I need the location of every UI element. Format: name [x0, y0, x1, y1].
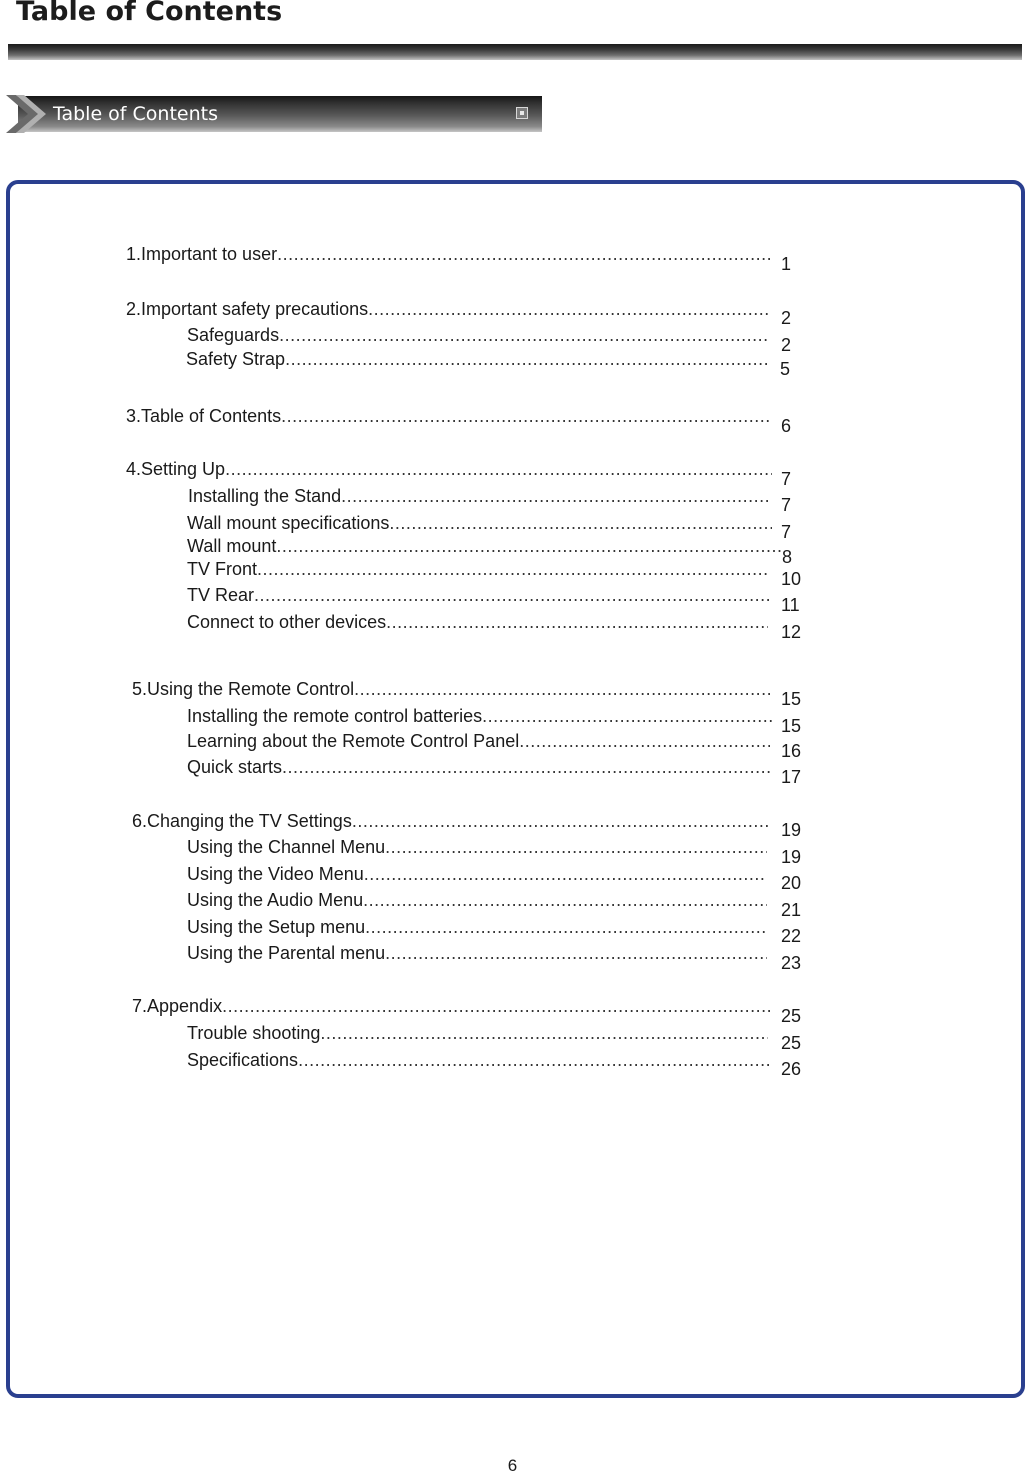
toc-entry[interactable]: [187, 757, 770, 783]
toc-entry-page: 25: [781, 1033, 802, 1053]
dot-leader: [276, 536, 781, 557]
toc-entry-title: Using the Channel Menu: [187, 837, 386, 857]
toc-entry-page: 21: [781, 900, 802, 920]
dot-leader: [365, 917, 767, 938]
dot-leader: [385, 943, 767, 964]
toc-entry-title: 4.Setting Up: [126, 459, 226, 479]
toc-entry[interactable]: [132, 679, 770, 705]
dot-leader: [298, 1050, 770, 1071]
toc-entry-title: 1.Important to user: [126, 244, 278, 264]
dot-leader: [363, 890, 767, 911]
toc-entry-title: 5.Using the Remote Control: [132, 679, 355, 699]
toc-entry-title: Trouble shooting: [187, 1023, 321, 1043]
dot-leader: [386, 612, 768, 633]
toc-entry-title: Installing the remote control batteries: [187, 706, 483, 726]
dot-leader: [389, 513, 772, 534]
toc-entry-title: TV Front: [187, 559, 258, 579]
toc-entry-page: 7: [781, 469, 792, 489]
toc-entry-page: 8: [782, 547, 793, 567]
chevron-right-icon: [6, 95, 46, 133]
dot-leader: [277, 244, 770, 265]
toc-entry[interactable]: [187, 943, 767, 969]
toc-entry[interactable]: [187, 864, 767, 890]
toc-entry-title: Connect to other devices: [187, 612, 387, 632]
page-title: Table of Contents: [16, 0, 283, 27]
dot-leader: [257, 559, 770, 580]
toc-entry-page: 10: [781, 569, 802, 589]
dot-leader: [352, 811, 770, 832]
toc-entry-title: Wall mount specifications: [187, 513, 390, 533]
toc-entry[interactable]: [187, 559, 770, 585]
section-banner-label: Table of Contents: [53, 103, 218, 125]
dot-leader: [341, 486, 770, 507]
dot-leader: [368, 299, 770, 320]
square-icon: [516, 107, 528, 119]
toc-entry-page: 16: [781, 741, 802, 761]
toc-entry-page: 12: [781, 622, 802, 642]
dot-leader: [364, 864, 767, 885]
toc-entry-title: 3.Table of Contents: [126, 406, 282, 426]
dot-leader: [354, 679, 770, 700]
toc-entry-page: 7: [781, 495, 792, 515]
dot-leader: [225, 459, 772, 480]
toc-entry-page: 11: [781, 595, 800, 615]
toc-entry-page: 23: [781, 953, 802, 973]
dot-leader: [482, 706, 773, 727]
dot-leader: [279, 325, 770, 346]
toc-entry-title: Specifications: [187, 1050, 299, 1070]
toc-entry[interactable]: [187, 1050, 770, 1076]
toc-entry[interactable]: [187, 917, 767, 943]
toc-entry[interactable]: [187, 890, 767, 916]
toc-entry[interactable]: [187, 706, 773, 732]
dot-leader: [519, 731, 770, 752]
toc-entry[interactable]: [187, 731, 770, 757]
toc-entry[interactable]: [188, 486, 770, 512]
toc-entry-page: 7: [781, 522, 792, 542]
toc-entry-title: Learning about the Remote Control Panel: [187, 731, 520, 751]
toc-entry[interactable]: [126, 406, 770, 432]
toc-entry-title: Installing the Stand: [188, 486, 342, 506]
toc-entry-page: 15: [781, 716, 802, 736]
toc-entry-title: 2.Important safety precautions: [126, 299, 369, 319]
toc-entry-title: Using the Video Menu: [187, 864, 364, 884]
toc-entry-page: 20: [781, 873, 802, 893]
toc-entry-page: 19: [781, 847, 802, 867]
toc-entry-page: 17: [781, 767, 802, 787]
toc-entry[interactable]: [126, 299, 770, 325]
dot-leader: [281, 406, 770, 427]
toc-entry[interactable]: [126, 244, 770, 270]
toc-entry-page: 2: [781, 308, 792, 328]
toc-entry-title: 6.Changing the TV Settings: [132, 811, 352, 831]
toc-entry-title: Using the Parental menu: [187, 943, 386, 963]
toc-entry-title: TV Rear: [187, 585, 255, 605]
toc-entry-page: 26: [781, 1059, 802, 1079]
toc-entry-page: 22: [781, 926, 802, 946]
dot-leader: [222, 996, 770, 1017]
toc-entry-title: Using the Audio Menu: [187, 890, 364, 910]
toc-entry-title: Quick starts: [187, 757, 283, 777]
toc-entry[interactable]: [132, 996, 770, 1022]
toc-entry[interactable]: [126, 459, 772, 485]
toc-entry[interactable]: [132, 811, 770, 837]
dot-leader: [320, 1023, 768, 1044]
toc-entry-title: Safeguards: [187, 325, 280, 345]
dot-leader: [282, 757, 770, 778]
toc-entry[interactable]: [187, 325, 770, 351]
dot-leader: [385, 837, 767, 858]
toc-entry-page: 1: [781, 254, 792, 274]
dot-leader: [285, 349, 770, 370]
toc-entry-page: 19: [781, 820, 802, 840]
footer-page-number: 6: [507, 1456, 518, 1475]
toc-entry-title: 7.Appendix: [132, 996, 223, 1016]
toc-entry-page: 25: [781, 1006, 802, 1026]
toc-entry-title: Safety Strap: [186, 349, 286, 369]
toc-entry-title: Using the Setup menu: [187, 917, 366, 937]
toc-entry[interactable]: [187, 612, 768, 638]
toc-entry[interactable]: [186, 349, 770, 375]
title-underline-bar: [8, 44, 1022, 60]
toc-entry-page: 6: [781, 416, 792, 436]
dot-leader: [254, 585, 770, 606]
toc-entry-title: Wall mount: [187, 536, 277, 556]
toc-entry[interactable]: [187, 1023, 768, 1049]
toc-entry[interactable]: [187, 585, 770, 611]
section-banner: [6, 95, 542, 133]
toc-entry-page: 5: [780, 359, 791, 379]
toc-entry[interactable]: [187, 837, 767, 863]
toc-entry-page: 15: [781, 689, 802, 709]
toc-entry-page: 2: [781, 335, 792, 355]
